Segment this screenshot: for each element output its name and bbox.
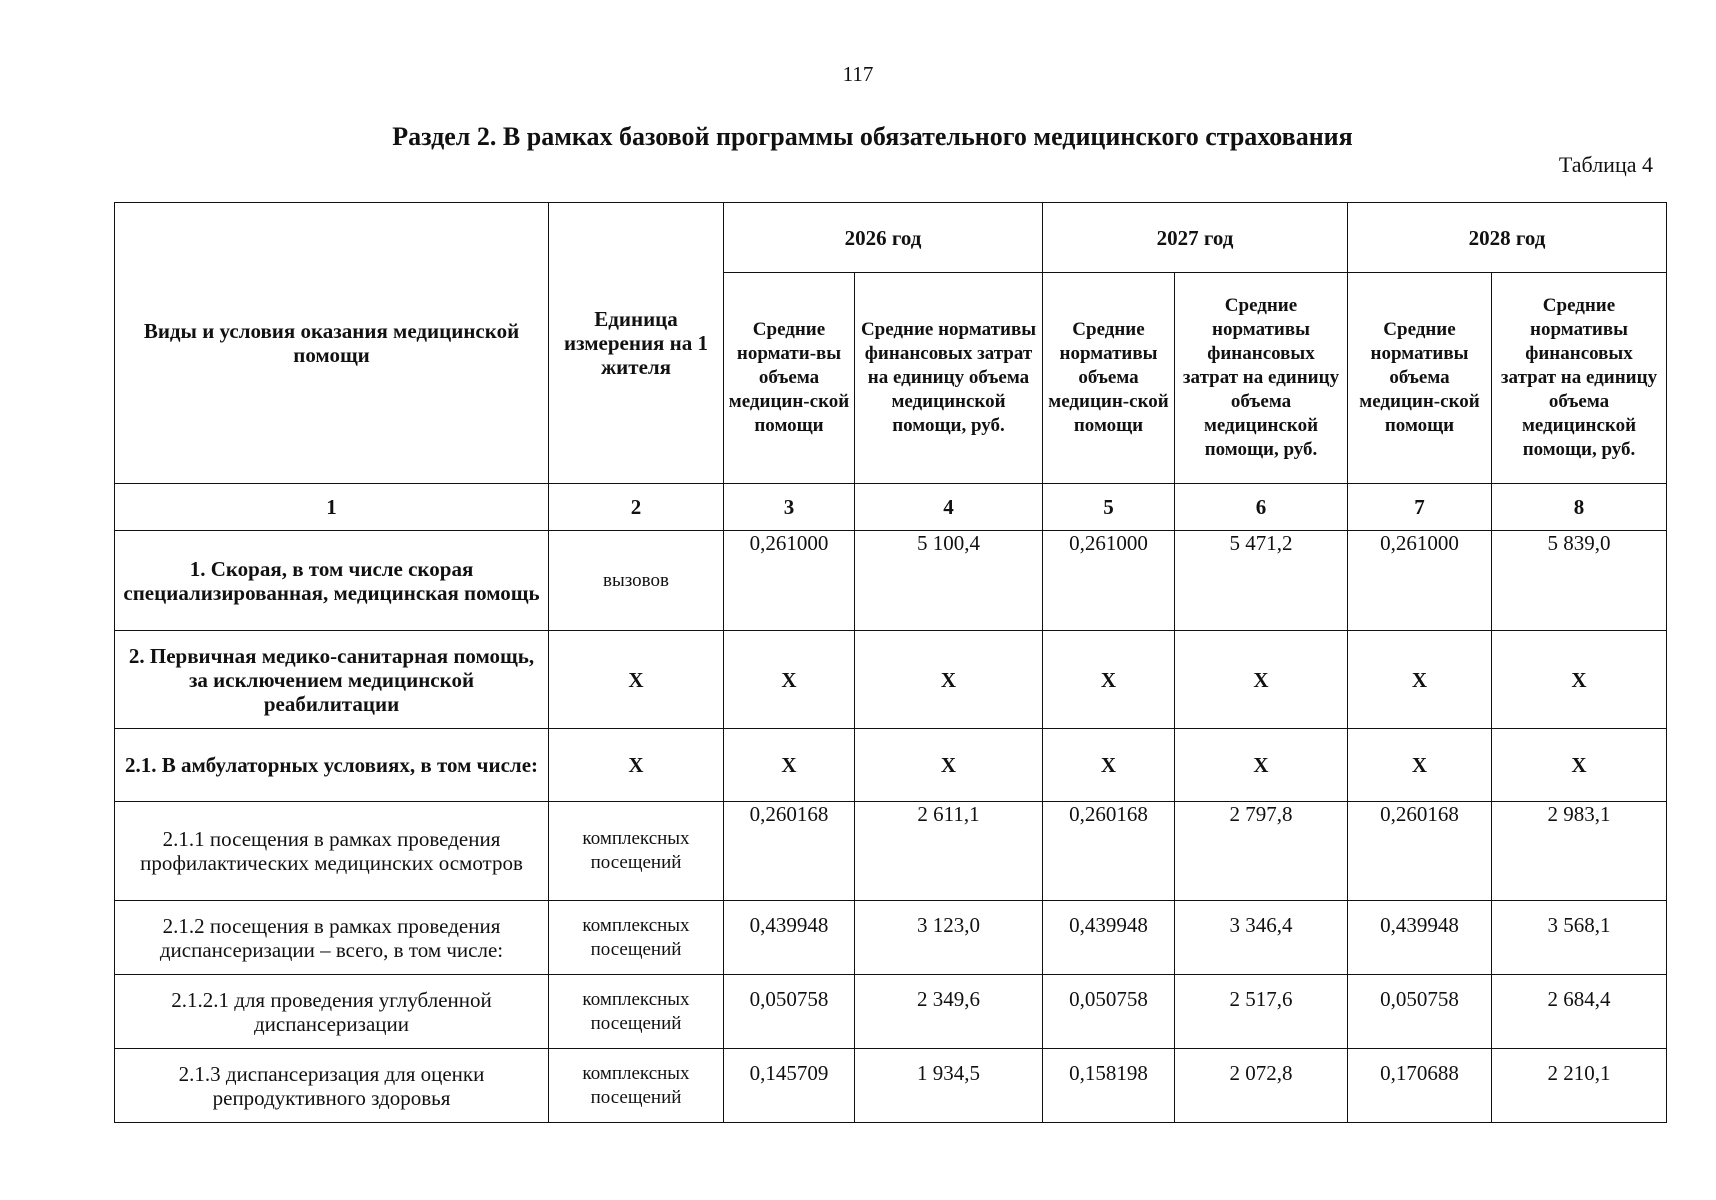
header-year-2027: 2027 год <box>1043 203 1348 273</box>
row-unit: комплексных посещений <box>549 975 724 1049</box>
page-number: 117 <box>842 62 874 86</box>
cell-2026-volume: 0,261000 <box>724 531 855 631</box>
table-row <box>115 1049 1667 1123</box>
column-number: 6 <box>1175 484 1348 531</box>
header-2027-volume: Средние нормативы объема медицин-ской помощи <box>1043 273 1175 484</box>
cell-2028-cost: Х <box>1492 729 1667 802</box>
row-name: 2.1. В амбулаторных условиях, в том числе: <box>115 729 549 802</box>
row-unit: Х <box>549 729 724 802</box>
table-label: Таблица 4 <box>1558 152 1653 177</box>
cell-2027-cost: 2 072,8 <box>1175 1049 1348 1123</box>
row-name: 1. Скорая, в том числе скорая специализированная, медицинская помощь <box>115 531 549 631</box>
cell-2026-cost: 2 611,1 <box>855 802 1043 901</box>
cell-2026-volume: 0,439948 <box>724 901 855 975</box>
cell-2027-volume: Х <box>1043 729 1175 802</box>
column-number: 4 <box>855 484 1043 531</box>
cell-2027-volume: 0,158198 <box>1043 1049 1175 1123</box>
cell-2028-volume: 0,261000 <box>1348 531 1492 631</box>
cell-2028-cost: 3 568,1 <box>1492 901 1667 975</box>
cell-2026-volume: Х <box>724 729 855 802</box>
cell-2026-cost: 5 100,4 <box>855 531 1043 631</box>
table-row <box>115 802 1667 901</box>
cell-2028-volume: Х <box>1348 631 1492 729</box>
row-name: 2.1.2.1 для проведения углубленной диспансеризации <box>115 975 549 1049</box>
cell-2028-volume: 0,260168 <box>1348 802 1492 901</box>
cell-2027-volume: 0,261000 <box>1043 531 1175 631</box>
cell-2027-volume: Х <box>1043 631 1175 729</box>
row-unit: комплексных посещений <box>549 802 724 901</box>
cell-2028-cost: 2 210,1 <box>1492 1049 1667 1123</box>
cell-2026-volume: 0,260168 <box>724 802 855 901</box>
cell-2028-volume: Х <box>1348 729 1492 802</box>
header-2026-cost: Средние нормативы финансовых затрат на единицу объема медицинской помощи, руб. <box>855 273 1043 484</box>
cell-2026-cost: 1 934,5 <box>855 1049 1043 1123</box>
cell-2027-cost: Х <box>1175 729 1348 802</box>
cell-2028-cost: 2 684,4 <box>1492 975 1667 1049</box>
header-2027-cost: Средние нормативы финансовых затрат на единицу объема медицинской помощи, руб. <box>1175 273 1348 484</box>
header-2026-volume: Средние нормати-вы объема медицин-ской помощи <box>724 273 855 484</box>
header-unit: Единица измерения на 1 жителя <box>549 203 724 484</box>
cell-2026-cost: 2 349,6 <box>855 975 1043 1049</box>
column-number: 7 <box>1348 484 1492 531</box>
norms-table <box>114 202 1667 1123</box>
cell-2026-volume: 0,050758 <box>724 975 855 1049</box>
header-year-2026: 2026 год <box>724 203 1043 273</box>
header-care-type: Виды и условия оказания медицинской помощи <box>115 203 549 484</box>
row-unit: Х <box>549 631 724 729</box>
cell-2028-volume: 0,170688 <box>1348 1049 1492 1123</box>
column-number: 3 <box>724 484 855 531</box>
cell-2027-volume: 0,439948 <box>1043 901 1175 975</box>
cell-2026-cost: Х <box>855 729 1043 802</box>
header-2028-cost: Средние нормативы финансовых затрат на единицу объема медицинской помощи, руб. <box>1492 273 1667 484</box>
cell-2026-cost: 3 123,0 <box>855 901 1043 975</box>
header-2028-volume: Средние нормативы объема медицин-ской помощи <box>1348 273 1492 484</box>
cell-2027-volume: 0,260168 <box>1043 802 1175 901</box>
cell-2028-cost: Х <box>1492 631 1667 729</box>
table-row <box>115 531 1667 631</box>
section-title: Раздел 2. В рамках базовой программы обязательного медицинского страхования <box>392 122 1353 151</box>
cell-2026-cost: Х <box>855 631 1043 729</box>
table-row <box>115 729 1667 802</box>
header-year-2028: 2028 год <box>1348 203 1667 273</box>
cell-2026-volume: Х <box>724 631 855 729</box>
cell-2027-cost: 2 797,8 <box>1175 802 1348 901</box>
row-name: 2. Первичная медико-санитарная помощь, за исключением медицинской реабилитации <box>115 631 549 729</box>
cell-2027-cost: Х <box>1175 631 1348 729</box>
column-number: 2 <box>549 484 724 531</box>
column-number: 5 <box>1043 484 1175 531</box>
column-number: 1 <box>115 484 549 531</box>
table-row <box>115 975 1667 1049</box>
cell-2027-cost: 2 517,6 <box>1175 975 1348 1049</box>
table-row <box>115 901 1667 975</box>
row-name: 2.1.3 диспансеризация для оценки репродуктивного здоровья <box>115 1049 549 1123</box>
cell-2027-cost: 5 471,2 <box>1175 531 1348 631</box>
cell-2027-cost: 3 346,4 <box>1175 901 1348 975</box>
column-number: 8 <box>1492 484 1667 531</box>
row-unit: вызовов <box>549 531 724 631</box>
cell-2028-cost: 2 983,1 <box>1492 802 1667 901</box>
table-row <box>115 631 1667 729</box>
cell-2028-volume: 0,050758 <box>1348 975 1492 1049</box>
row-name: 2.1.2 посещения в рамках проведения диспансеризации – всего, в том числе: <box>115 901 549 975</box>
cell-2028-volume: 0,439948 <box>1348 901 1492 975</box>
cell-2026-volume: 0,145709 <box>724 1049 855 1123</box>
column-number-row <box>115 484 1667 531</box>
cell-2027-volume: 0,050758 <box>1043 975 1175 1049</box>
row-unit: комплексных посещений <box>549 1049 724 1123</box>
row-unit: комплексных посещений <box>549 901 724 975</box>
cell-2028-cost: 5 839,0 <box>1492 531 1667 631</box>
row-name: 2.1.1 посещения в рамках проведения профилактических медицинских осмотров <box>115 802 549 901</box>
